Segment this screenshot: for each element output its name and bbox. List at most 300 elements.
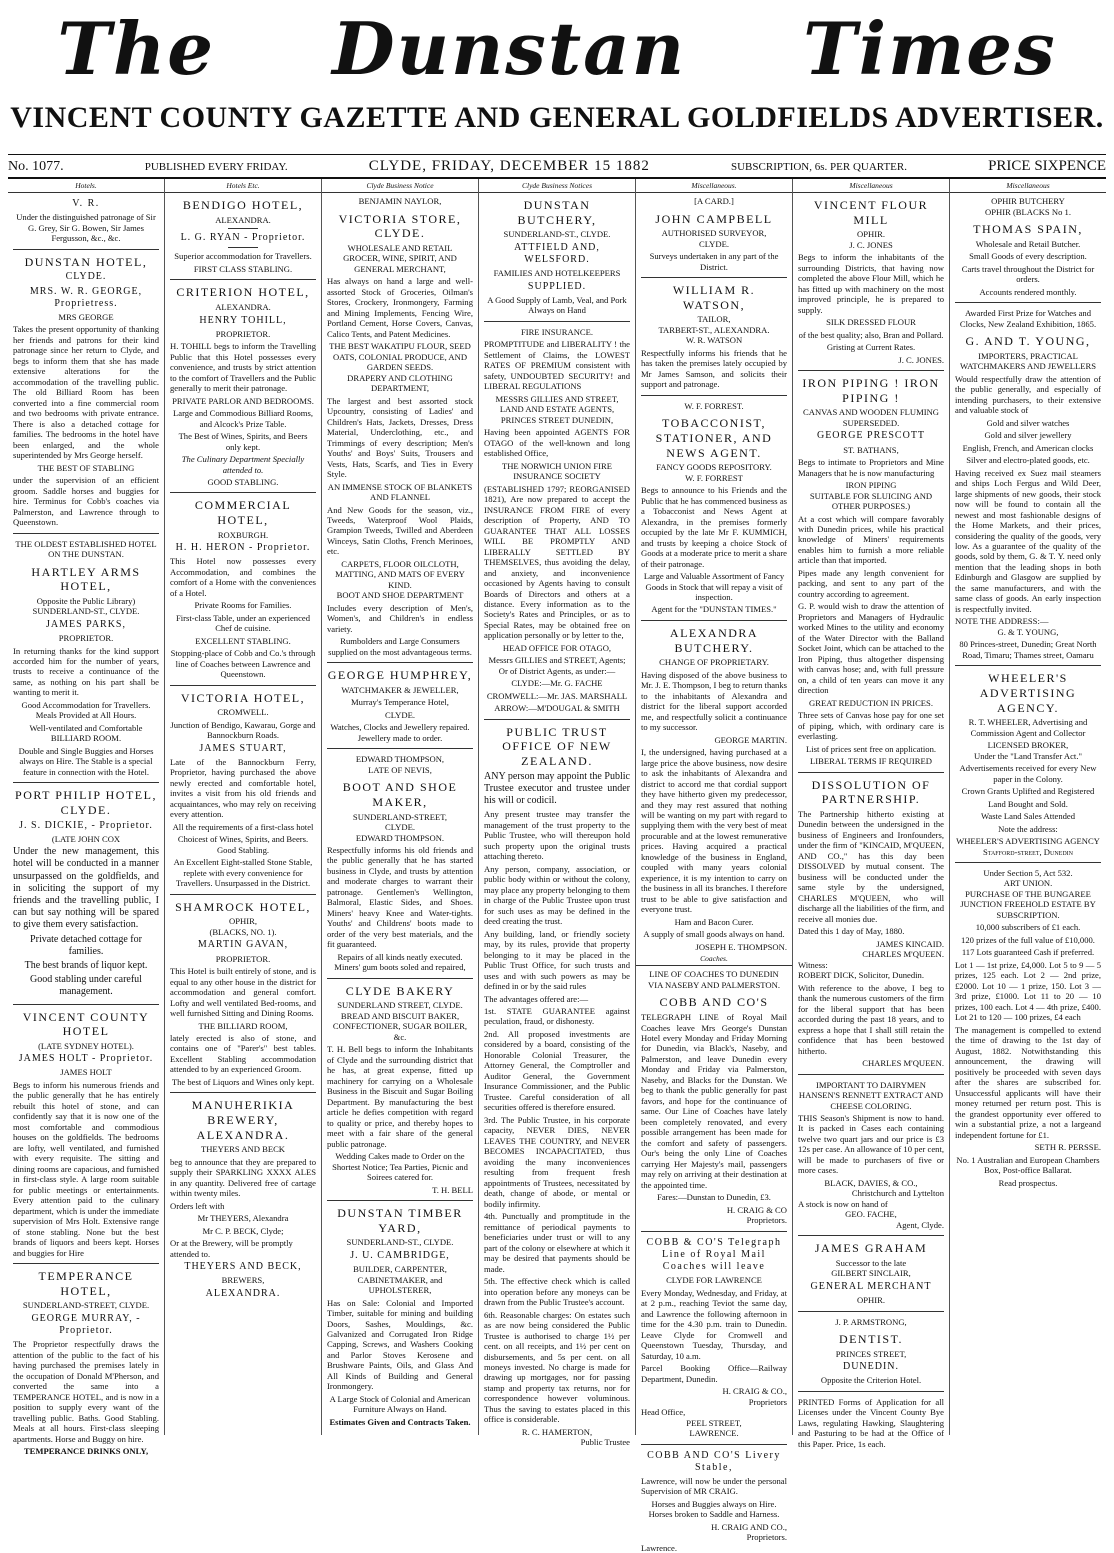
columns: [8, 179, 1106, 1553]
divider: [327, 662, 473, 663]
ad-proprietor: HENRY TOHILL,: [199, 314, 287, 326]
ad-text: (ESTABLISHED 1797; REORGANISED 1821), Are now prepared to accept the INSURANCE FROM FIRE of every description of Property, AND TO GUARANTEE THAT ALL LOSSES WILL BE PROMPTLY AND LIBERALLY SETTLED BY THEMSELVES, thus avoiding the delay, and anxiety, and inconvenience occasioned by Agents having to consult Boards of Directors and others at a distance. Every information as to the Society's Rates and Principles, or as to Special Rates, may be obtained free on application personally or by letter to the,: [484, 483, 630, 641]
column-head: Miscellaneous: [950, 179, 1106, 193]
ad-heading: DUNSTAN TIMBER YARD,: [337, 1206, 463, 1235]
ad-line: DRAPERY AND CLOTHING DEPARTMENT,: [347, 372, 453, 394]
divider: [228, 228, 258, 229]
ad-line: AN IMMENSE STOCK OF BLANKETS AND FLANNEL: [327, 481, 473, 503]
divider: [641, 277, 787, 278]
ad-text: G. P. would wish to draw the attention of Proprietors and Managers of Hydraulic worked Mines to the utility and economy of the Water Director with the Balland Socket Joint, which can be attached to the Iron Piping, thus altogether dispensing with canvas hose; and, with full pressure on, a child of ten years can move it any direction: [798, 601, 944, 696]
column-head: Clyde Business Notices: [479, 179, 635, 193]
ad-line: A supply of small goods always on hand.: [643, 929, 785, 940]
divider: [13, 249, 159, 250]
ad-line: Under Section 5, Act 532.: [983, 868, 1073, 878]
ad-line: Crown Grants Uplifted and Registered: [961, 786, 1095, 797]
column-head: Miscellaneous: [793, 179, 949, 193]
ad-text: Parcel Booking Office—Railway Department, Dunedin.: [641, 1363, 787, 1384]
ad-text: The Proprietor respectfully draws the attention of the public to the fact of his having purchased the premises lately in the occupation of Donald M'Pherson, and converted the same into a TEMPERANCE HOTEL, and is now in a position to supply every want of the travelling public. Baths. Good Stabling. Meals at all hours. First-class sleeping apartments. Horse and Buggy on hire.: [13, 1339, 159, 1444]
ad-line: SUPPLIED.: [527, 280, 587, 292]
ad-heading: VINCENT COUNTY HOTEL: [22, 1009, 150, 1039]
ad-signature: GEORGE MARTIN.: [714, 734, 787, 745]
ad-text: Any present trustee may transfer the management of the trust property to the Public Trustee, who will thereupon hold such property upon the original trusts attaching thereto.: [484, 809, 630, 862]
divider: [170, 685, 316, 686]
divider: [955, 302, 1101, 303]
ad-line: Dated this 1 day of May, 1880.: [798, 926, 905, 937]
ad-text: Respectfully informs his friends that he has taken the premises lately occupied by Mr James Samson, and solicits their support and patronage.: [641, 347, 787, 390]
ad-signature: Proprietors.: [746, 1532, 787, 1543]
ad-heading: ALEXANDRA BUTCHERY.: [669, 625, 759, 655]
ad-text: Includes every description of Men's, Women's, and Children's in endless variety.: [327, 602, 473, 634]
ad-text: Takes the present opportunity of thanking her friends and patrons for their kind patronage since her return to Clyde, and begs to inform them that she has made extensive alterations for the accommodation of the travelling public. The old Billiard Room has been converted into a fine commercial room and two bedrooms with private entrance. There is also a detached cottage for families. The bedrooms in the hotel have been enlarged, and the whole superintended by Mrs George herself.: [13, 324, 159, 461]
ad-line: Opposite the Criterion Hotel.: [820, 1375, 922, 1386]
divider: [641, 395, 787, 396]
ad-signature: Proprietors.: [746, 1215, 787, 1226]
ad-town: ALEXANDRA.: [215, 302, 271, 313]
ad-text: This Hotel is built entirely of stone, and is equal to any other house in the district for accommodation and general comfort. Lofty and well ventilated Bed-rooms, and well furnished Sitting and Dining Rooms.: [170, 966, 316, 1019]
divider: [484, 321, 630, 322]
ad-proprietor: MRS. W. R. GEORGE, Proprietress.: [29, 285, 143, 309]
ad-text: With reference to the above, I beg to thank the numerous customers of the firm for the liberal support that has been accorded during the past 18 years, and to express a hope that I shall still retain the confidence that has been bestowed hitherto.: [798, 982, 944, 1056]
ad-heading: IRON PIPING ! IRON PIPING !: [802, 376, 940, 405]
ad-line: Christchurch and Lyttelton: [851, 1188, 944, 1199]
issue-bar: [8, 155, 1106, 179]
ad-proprietor: H. H. HERON - Proprietor.: [175, 542, 311, 554]
ad-text: Lawrence, will now be under the personal Supervision of MR CRAIG.: [641, 1475, 787, 1497]
ad-line: PURCHASE OF THE BUNGAREE JUNCTION FREEHOLD ESTATE BY SUBSCRIPTION.: [960, 888, 1096, 920]
ad-text: 6th. Reasonable charges: On estates such as are now being considered the Public Trustee is authorised to charge 1½ per cent. on all receipts, and 1½ per cent on disbursements, and 5s per cent. on all moneys invested. No charge is made for drawing up mortgages, nor for passing stamp and property tax returns, nor for correspondence however voluminous. Thus the saving to estates placed in this office is considerable.: [484, 1309, 630, 1425]
ad-line: SILK DRESSED FLOUR: [826, 317, 916, 328]
ad-line: Choicest of Wines, Spirits, and Beers. Good Stabling.: [177, 834, 309, 855]
ad-line: 120 prizes of the full value of £10,000.: [961, 934, 1095, 945]
ad-line: EXCELLENT STABLING.: [195, 635, 291, 646]
ad-proprietor: GEORGE PRESCOTT: [816, 430, 926, 442]
ad-line: Awarded First Prize for Watches and Clocks, New Zealand Exhibition, 1865.: [959, 308, 1097, 329]
divider: [228, 247, 258, 248]
column-5: [636, 179, 793, 1553]
ad-line: Private detached cottage for families.: [30, 933, 142, 957]
ad-line: OPHIR (BLACKS No 1.: [985, 206, 1071, 217]
ad-text: Under the new management, this hotel will be conducted in a manner unsurpassed on the goldfields, and in soliciting the support of my friends and the travelling public, I can but say nothing will be spared to give them every satisfaction.: [13, 846, 159, 931]
ad-line: (LATE JOHN COX: [51, 833, 121, 844]
ad-line: Land Bought and Sold.: [988, 798, 1068, 809]
ad-line: The best brands of liquor kept.: [24, 959, 148, 971]
ad-text: Has always on hand a large and well-assorted Stock of Groceries, Oilman's Stores, Crockery, Ironmongery, Farming and Mining Implements, Fencing Wire, Portland Cement, Horse Covers, Canvas, Calico Tents, and Patent Medicines.: [327, 276, 473, 339]
ad-line: 117 Lots guaranteed Cash if preferred.: [961, 947, 1095, 958]
ad-line: THE BEST OF STABLING: [37, 462, 135, 473]
ad-signature: EDWARD THOMPSON.: [355, 832, 445, 843]
ad-line: English, French, and American clocks: [962, 442, 1094, 453]
ad-line: WHOLESALE AND RETAIL: [347, 242, 453, 253]
ad-line: SUNDERLAND-STREET,: [352, 811, 448, 822]
ad-line: Witness:: [798, 959, 828, 970]
ad-text: Lot 1 — 1st prize, £4,000. Lot 5 to 9 — 5 prizes, 125 each. Lot 2 — 2nd prize, £2000. Lot 10 — 1 prize, 150. Lot 3 — 3rd prize, £1000. Lot 11 to 20 — 10 prizes, 100 each. Lot 4 — 4th prize, £400. Lot 21 to 120 — 100 prizes, £4 each: [955, 959, 1101, 1023]
ad-proprietor: W. F. FORREST.: [684, 400, 744, 411]
ad-line: Stopping-place of Cobb and Co.'s through line of Coaches between Lawrence and Queenstown.: [170, 648, 316, 680]
divider: [798, 772, 944, 773]
divider: [327, 1200, 473, 1201]
ad-text: 5th. The effective check which is called into operation before any moneys can be drawn from the Public Trustee's account.: [484, 1276, 630, 1308]
column-4: [479, 179, 636, 1448]
ad-proprietor: BENJAMIN NAYLOR,: [358, 196, 442, 207]
ad-town: CROMWELL.: [217, 707, 269, 718]
ad-line: Read prospectus.: [998, 1177, 1058, 1188]
ad-heading: IMPORTANT TO DAIRYMEN: [815, 1079, 927, 1090]
ad-proprietor: J. P. ARMSTRONG,: [835, 1316, 907, 1327]
ad-heading: G. AND T. YOUNG,: [965, 334, 1091, 349]
ad-line: ROBERT DICK, Solicitor, Dunedin.: [798, 970, 924, 981]
ad-text: I, the undersigned, having purchased at a large price the above business, now desire to ask the inhabitants of Alexandra and district to accord me that cordial support they have hitherto given my predecessor, and they may rest assured that nothing will be wanting on my part with regard to supplying them with the very best of meat procurable and at the lowest remunerative prices. Having acquired a practical knowledge of the business in England, coupled with many years colonial experience, it is my intention to carry on the business in all its branches. I therefore trust to be able to give satisfaction and everyone trust.: [641, 747, 787, 915]
ad-line: No. 1 Australian and European Chambers Box, Post-office Ballarat.: [956, 1154, 1100, 1176]
ad-line: BUILDER, CARPENTER, CABINETMAKER, and UPHOLSTERER,: [353, 1264, 447, 1296]
ad-line: Superior accommodation for Travellers.: [174, 251, 312, 262]
ad-line: HEAD OFFICE FOR OTAGO,: [502, 642, 612, 653]
ad-line: PRIVATE PARLOR AND BEDROOMS.: [172, 395, 314, 406]
ad-heading: ART UNION.: [1003, 878, 1053, 889]
ad-heading: WHEELER'S ADVERTISING AGENCY.: [979, 671, 1077, 715]
ad-line: SUNDERLAND-ST., CLYDE.: [503, 229, 611, 240]
ad-line: WATCHMAKER & JEWELLER,: [341, 684, 459, 695]
masthead-subtitle: VINCENT COUNTY GAZETTE AND GENERAL GOLDFIELDS ADVERTISER.: [10, 101, 1104, 134]
ad-proprietor: J. C. JONES: [849, 239, 893, 250]
column-7: [950, 179, 1106, 1435]
ad-line: SUNDERLAND-ST., CLYDE.: [346, 1237, 454, 1248]
ad-heading: HARTLEY ARMS HOTEL,: [31, 564, 141, 594]
ad-text: This Hotel now possesses every Accommodation, and combines the comfort of a Home with the conveniences of a Hotel.: [170, 556, 316, 598]
ad-text: Three sets of Canvas hose pay for one set of piping, which, with ordinary care is everlasting.: [798, 710, 944, 742]
divider: [13, 1263, 159, 1264]
ad-heading: CLYDE BAKERY: [345, 983, 455, 998]
ad-town: CLYDE.: [699, 238, 729, 249]
ad-proprietor: THEYERS AND BECK: [200, 1144, 286, 1155]
ad-line: A Large Stock of Colonial and American Furniture Always on Hand.: [329, 1393, 471, 1415]
ad-line: Gold and silver watches: [986, 417, 1070, 428]
divider: [641, 1231, 787, 1232]
ad-text: The management is compelled to extend the time of drawing to the 1st day of August, 1882. Notwithstanding this announcement, the drawing will positively be proceeded with seven days after the shares are subscribed for. Unsuccessful applicants will have their money returned per return post. This is the grandest opportunity ever offered to win a substantial prize, a not a largeand independent fortune for £1.: [955, 1024, 1101, 1140]
ad-line: Advertisements received for every New paper in the Colony.: [959, 763, 1097, 784]
ad-line: Mr C. P. BECK, Clyde;: [202, 1225, 284, 1236]
ad-line: Rumbolders and Large Consumers supplied on the most advantageous terms.: [328, 636, 472, 657]
ad-text: The Partnership hitherto existing at Dunedin between the undersigned in the business of Engineers and Ironfounders, under the firm of "KINCAID, M'QUEEN, AND CO.," has this day been DISSOLVED by mutual consent. The business will be conducted under the same style by the undersigned, CHARLES M'QUEEN, who will discharge all the liabilities of the firm, and receive all monies due.: [798, 808, 944, 924]
ad-signature: Proprietors: [748, 1396, 787, 1407]
ad-signature: JOSEPH E. THOMPSON.: [695, 941, 787, 952]
ad-line: of the best quality; also, Bran and Pollard.: [798, 329, 944, 340]
ad-line: The best of Liquors and Wines only kept.: [171, 1076, 315, 1087]
ad-line: CLYDE.: [385, 709, 415, 720]
divider: [170, 894, 316, 895]
ad-line: Junction of Bendigo, Kawarau, Gorge and Bannockburn Roads.: [170, 719, 316, 741]
ad-heading: DENTIST.: [838, 1332, 904, 1347]
ad-line: GREAT REDUCTION IN PRICES.: [809, 697, 933, 708]
ad-line: BOOT AND SHOE DEPARTMENT: [336, 590, 464, 601]
ad-line: IMPORTERS, PRACTICAL WATCHMAKERS AND JEWELLERS: [959, 350, 1097, 372]
ad-line: All the requirements of a first-class hotel: [172, 821, 314, 832]
ad-line: TARBERT-ST., ALEXANDRA.: [658, 324, 770, 335]
ad-line: List of prices sent free on application.: [805, 743, 937, 754]
ad-town: CLYDE.: [385, 822, 415, 833]
ad-text: 4th. Punctually and promptitude in the remittance of periodical payments to beneficiaries under trust or will to any part of the colony or elsewhere at which it may be desired that payments should be made.: [484, 1211, 630, 1274]
masthead-title: The Dunstan Times: [57, 6, 1057, 91]
ad-line: IRON PIPING: [845, 480, 897, 491]
ad-heading: V. R.: [72, 198, 100, 210]
ad-heading: DISSOLUTION OF PARTNERSHIP.: [811, 777, 931, 807]
ad-line: FAMILIES AND HOTELKEEPERS: [493, 268, 621, 279]
ad-line: LICENSED BROKER,: [987, 740, 1069, 751]
ad-heading: BENDIGO HOTEL,: [182, 198, 304, 213]
ad-heading: CRITERION HOTEL,: [176, 285, 310, 300]
ad-text: Begs to announce to his Friends and the Public that he has commenced business as a Tobacconist and News Agent at Alexandra, in the premises formerly occupied by the late Mr F. KUMMICH, and trusts by keeping a choice Stock of Goods at a moderate price to merit a share of their patronage.: [641, 485, 787, 569]
ad-line: Well-ventilated and Comfortable BILLIARD ROOM.: [29, 722, 143, 744]
ad-line: TEMPERANCE DRINKS ONLY,: [23, 1446, 149, 1457]
divider: [641, 1444, 787, 1445]
ad-line: GILBERT SINCLAIR,: [831, 1268, 911, 1279]
ad-heading: PORT PHILIP HOTEL, CLYDE.: [15, 788, 157, 817]
ad-line: Head Office,: [641, 1407, 686, 1418]
ad-line: FIRST CLASS STABLING.: [193, 263, 293, 274]
ad-line: NOTE THE ADDRESS:—: [955, 616, 1049, 627]
ad-heading: COBB AND CO'S Livery Stable,: [647, 1449, 781, 1473]
ad-proprietor: L. G. RYAN - Proprietor.: [180, 232, 306, 244]
ad-town: OPHIR,: [229, 916, 257, 927]
ad-heading: THOMAS SPAIN,: [973, 222, 1083, 237]
divider: [170, 279, 316, 280]
ad-heading: VICTORIA STORE, CLYDE.: [338, 211, 462, 241]
divider: [641, 620, 787, 621]
ad-line: Agent for the "DUNSTAN TIMES.": [651, 604, 777, 615]
divider: [327, 978, 473, 979]
ad-text: Surveys undertaken in any part of the District.: [649, 251, 779, 272]
ad-line: CARPETS, FLOOR OILCLOTH, MATTING, AND MATS OF EVERY KIND.: [335, 558, 465, 590]
ad-text: Every Monday, Wednesday, and Friday, at at 2 p.m., reaching Teviot the same day, and Lawrence the following afternoon in time for the 4.30 p.m. train to Dunedin. Leave Clyde for Cromwell and Queenstown Tuesday, Thursday, and Saturday, 10 a.m.: [641, 1287, 787, 1361]
ad-text: Having disposed of the above business to Mr. J. E. Thompson, I beg to return thanks to the inhabitants of Alexandra and district for the liberal support accorded me, and respectfully solicit a continuance to my successor.: [641, 669, 787, 733]
ad-line: Messrs GILLIES and STREET, Agents; Or of District Agents, as under:—: [488, 655, 626, 676]
ad-line: Small Goods of every description.: [969, 251, 1087, 262]
ad-heading: GEORGE HUMPHREY,: [327, 668, 473, 683]
ad-line: WHEELER'S ADVERTISING AGENCY Stafford-street, Dunedin: [956, 836, 1100, 857]
ad-line: Carts travel throughout the District for orders.: [961, 263, 1095, 285]
ad-text: Begs to intimate to Proprietors and Mine Managers that he is now manufacturing: [798, 457, 944, 478]
ad-line: CANVAS AND WOODEN FLUMING SUPERSEDED.: [803, 407, 939, 428]
ad-text: beg to announce that they are prepared to supply their SPARKLING XXXX ALES in any quantity. Delivered free of cartage within twenty miles.: [170, 1156, 316, 1199]
ad-line: Accounts rendered monthly.: [979, 286, 1077, 297]
ad-signature: JAMES HOLT: [60, 1067, 112, 1078]
ad-proprietor: JAMES STUART,: [199, 742, 287, 754]
ad-text: ANY person may appoint the Public Trustee executor and trustee under his will or codicil.: [484, 770, 630, 807]
ad-line: Double and Single Buggies and Horses always on Hire. The Stable is a special feature in connection with the Hotel.: [18, 745, 154, 777]
ad-line: Repairs of all kinds neatly executed. Miners' gum boots soled and repaired,: [334, 951, 466, 973]
ad-proprietor: J. S. DICKIE, - Proprietor.: [19, 819, 153, 831]
ad-line: LINE OF COACHES TO DUNEDIN VIA NASEBY AND PALMERSTON.: [648, 969, 780, 990]
ad-text: H. TOHILL begs to inform the Travelling Public that this Hotel possesses every convenience, and trusts by strict attention to the comfort of Travellers and the Public generally to merit their patronage.: [170, 341, 316, 394]
ad-heading: TOBACCONIST, STATIONER, AND NEWS AGENT.: [655, 416, 773, 460]
ad-line: Horses and Buggies always on Hire. Horses broken to Saddle and Harness.: [648, 1498, 780, 1520]
ad-line: Mr THEYERS, Alexandra: [197, 1213, 289, 1224]
ad-text: 3rd. The Public Trustee, in his corporate capacity, NEVER DIES, NEVER LEAVES THE COUNTRY, and NEVER BECOMES INCAPACITATED, thus avoiding the many inconveniences resulting from frequent fresh appointments of Trustees, necessitated by death, change of abode, or mental or bodily infirmity.: [484, 1114, 630, 1209]
column-head: Clyde Business Notice: [322, 179, 478, 193]
column-6: [793, 179, 950, 1449]
divider: [798, 1235, 944, 1236]
ad-line: HANSEN'S RENNETT EXTRACT AND CHEESE COLORING.: [798, 1090, 944, 1111]
ad-line: Large and Valuable Assortment of Fancy Goods in Stock that will repay a visit of inspection.: [643, 571, 785, 602]
ad-proprietor: J. U. CAMBRIDGE,: [350, 1249, 450, 1261]
ad-line: A stock is now on hand of: [798, 1198, 888, 1209]
divider: [798, 1391, 944, 1392]
ad-heading: VINCENT FLOUR MILL: [813, 198, 929, 227]
divider: [170, 1092, 316, 1093]
ad-line: Good stabling under careful management.: [30, 974, 142, 998]
issue-price: PRICE SIXPENCE: [988, 158, 1106, 174]
ad-text: Any building, land, or friendly society may, by its rules, provide that property belonging to it may be placed in the Public Trust Office, for such trusts and uses and with such powers as may be defined in or by the said rules: [484, 928, 630, 992]
ad-town: DUNEDIN.: [842, 1361, 900, 1373]
ad-line: Wholesale and Retail Butcher.: [975, 238, 1081, 249]
ad-line: Successor to the late: [835, 1257, 907, 1268]
ad-heading: BOOT AND SHOE MAKER,: [342, 780, 458, 809]
ad-heading: JOHN CAMPBELL: [655, 211, 773, 226]
column-head: Miscellaneous.: [636, 179, 792, 193]
ad-heading: OPHIR BUTCHERY: [991, 196, 1065, 207]
ad-line: The advantages offered are:—: [484, 993, 589, 1004]
ad-line: 10,000 subscribers of £1 each.: [975, 922, 1081, 933]
ad-line: SUITABLE FOR SLUICING AND OTHER PURPOSES.): [809, 490, 933, 512]
ad-text: PRINTED Forms of Application for all Licenses under the Vincent County Bye Laws, regulating Hawking, Slaughtering and Pasturing to be had at the Office of this Paper. Price, 1s each.: [798, 1396, 944, 1449]
ad-line: Good Accommodation for Travellers. Meals Provided at All Hours.: [21, 699, 151, 721]
issue-dateline: CLYDE, FRIDAY, DECEMBER 15 1882: [368, 158, 650, 174]
ad-line: Waste Land Sales Attended: [980, 811, 1076, 822]
ad-text: The largest and best assorted stock Upcountry, consisting of Ladies' and Children's Hats, Jackets, Dresses, Dress Material, Underclothing, etc., and Trimmings of every description; Men's Youths' and Boys' Suits, Trousers and Vests, Hats, Scarfs, and Ties in Every Style.: [327, 395, 473, 480]
ad-line: SUNDERLAND-STREET, CLYDE.: [22, 1300, 150, 1311]
ad-line: Gristing at Current Rates.: [826, 342, 916, 353]
ad-line: Note the address:: [998, 823, 1058, 834]
ad-text: In returning thanks for the kind support accorded him for the number of years, trusts to receive a continuance of the same, as nothing on his part shall be wanting to merit it.: [13, 645, 159, 698]
ad-text: Pipes made any length convenient for packing, and sent to any part of the country according to agreement.: [798, 567, 944, 599]
ad-signature: CHARLES M'QUEEN.: [862, 949, 944, 960]
ad-town: CLYDE.: [65, 271, 107, 283]
section-head: Coaches.: [636, 952, 792, 966]
ad-signature: J. C. JONES.: [898, 354, 944, 365]
ad-line: Fares:—Dunstan to Dunedin, £3.: [657, 1192, 771, 1203]
ad-signature: H. CRAIG AND CO.,: [711, 1521, 787, 1532]
ad-line: AUTHORISED SURVEYOR,: [661, 228, 767, 239]
ad-line: GROCER, WINE, SPIRIT, AND GENERAL MERCHANT,: [343, 253, 457, 274]
ad-signature: JAMES KINCAID.: [876, 938, 944, 949]
ad-text: lately erected is also of stone, and contains one of "Parer's" best tables. Excellent Stabling accommodation attended to by an experienced Groom.: [170, 1032, 316, 1075]
ad-line: CHANGE OF PROPRIETARY.: [659, 657, 769, 668]
ad-proprietor: GEORGE MURRAY, - Proprietor.: [31, 1312, 141, 1337]
ad-line: Private Rooms for Families.: [194, 600, 292, 611]
ad-line: Orders left with: [170, 1200, 225, 1211]
ad-line: TAILOR,: [697, 314, 731, 325]
issue-number: No. 1077.: [8, 159, 64, 174]
ad-line: THE NORWICH UNION FIRE INSURANCE SOCIETY: [501, 460, 613, 482]
ad-line: R. T. WHEELER, Advertising and Commission Agent and Collector: [968, 717, 1088, 738]
ad-signature: W. F. FORREST: [685, 472, 743, 483]
ad-text: under the supervision of an efficient groom. Saddle horses and buggies for hire. Terminus for Cobb's coaches via Palmerston, and Lawrence through to Queenstown.: [13, 475, 159, 528]
ad-line: The Culinary Department Specially attended to.: [181, 454, 305, 475]
ad-line: CROMWELL:—Mr. JAS. MARSHALL: [486, 690, 628, 701]
ad-heading: TEMPERANCE HOTEL,: [38, 1269, 134, 1298]
ad-line: LAWRENCE.: [689, 1428, 739, 1439]
ad-text: 1st. STATE GUARANTEE against peculation, fraud, or dishonesty.: [484, 1006, 630, 1027]
ad-heading: SHAMROCK HOTEL,: [175, 899, 311, 914]
ad-text: Late of the Bannockburn Ferry, Proprietor, having purchased the above newly erected and comfortable hotel, invites a visit from his old friends and acquaintances, who may rely on receiving every attention.: [170, 757, 316, 820]
ad-signature: R. C. HAMERTON,: [521, 1426, 593, 1437]
ad-signature: THEYERS AND BECK,: [184, 1261, 302, 1273]
ad-line: Silver and electro-plated goods, etc.: [966, 455, 1090, 466]
divider: [955, 665, 1101, 666]
ad-signature: GEO. FACHE,: [845, 1209, 897, 1220]
ad-text: And New Goods for the season, viz., Tweeds, Waterproof Wool Plaids, Grampion Tweeds, Twilled and Aberdeen Winceys, Satin Cloths, French Merinoes, etc.: [327, 504, 473, 557]
ad-town: ROXBURGH.: [217, 529, 269, 540]
ad-line: (LATE SYDNEY HOTEL).: [38, 1040, 134, 1051]
ad-signature: W. R. WATSON: [685, 335, 743, 346]
ad-text: Having received ex Suez mail steamers and ships Loch Fergus and Wild Deer, large shipments of new goods, their stock now will be found to contain all the newest and most fashionable designs of the Home Markets, and their prices, considering the quality of the goods, very low. As a guarantee of the quality of the goods, sold by them, G. & T. Y. need only mention that the leading shops in both Edinburgh and Glasgow are supplied by the same manufacturers, and with the same class of goods. An early inspection is respectfully invited.: [955, 467, 1101, 614]
ad-heading: MANUHERIKIA BREWERY, ALEXANDRA.: [191, 1098, 295, 1142]
ad-line: Or at the Brewery, will be promptly attended to.: [170, 1238, 293, 1259]
ad-text: Would respectfully draw the attention of the public generally, and especially of intending purchasers, to their extensive and valuable stock of: [955, 373, 1101, 416]
divider: [798, 1074, 944, 1075]
ad-line: Murray's Temperance Hotel,: [351, 697, 449, 708]
ad-line: Estimates Given and Contracts Taken.: [329, 1416, 471, 1427]
divider: [170, 492, 316, 493]
ad-signature: SETH R. PERSSE.: [1034, 1142, 1101, 1153]
ad-town: OPHIR.: [857, 229, 885, 240]
ad-line: CLYDE FOR LAWRENCE: [666, 1275, 762, 1286]
ad-signature: T. H. BELL: [432, 1184, 473, 1195]
ad-heading: JAMES GRAHAM: [814, 1241, 928, 1256]
divider: [13, 1004, 159, 1005]
ad-line: MESSRS GILLIES AND STREET, LAND AND ESTATE AGENTS, PRINCES STREET DUNEDIN,: [495, 393, 619, 425]
ad-town: ST. BATHANS,: [843, 444, 899, 455]
ad-text: Under the distinguished patronage of Sir G. Grey, Sir G. Bowen, Sir James Fergusson, &c., &c.: [16, 212, 156, 244]
divider: [13, 782, 159, 783]
ad-line: BREAD AND BISCUIT BAKER, CONFECTIONER, SUGAR BOILER, &c.: [332, 1010, 468, 1042]
ad-line: Large and Commodious Billiard Rooms, and Alcock's Prize Table.: [173, 408, 313, 429]
ad-heading: FIRE INSURANCE.: [520, 326, 594, 337]
ad-town: ALEXANDRA.: [215, 214, 271, 225]
ad-text: T. H. Bell begs to inform the Inhabitants of Clyde and the surrounding district that he has, at great expense, fitted up machinery for carrying on a Wholesale Business in the Biscuit and Sugar Boiling Department. By manufacturing the best article he defies competition with regard to quality or price, and thereby hopes to meet with a fair share of the general public patronage.: [327, 1044, 473, 1149]
ad-proprietor: MARTIN GAVAN,: [197, 939, 289, 951]
ad-signature: CHARLES M'QUEEN.: [862, 1058, 944, 1069]
column-2: [165, 179, 322, 1435]
ad-signature: H. CRAIG & CO.,: [722, 1386, 787, 1397]
ad-heading: VICTORIA HOTEL,: [180, 690, 306, 705]
column-3: [322, 179, 479, 1435]
ad-line: ARROW:—M'DOUGAL & SMITH: [494, 703, 620, 714]
ad-proprietor: JAMES HOLT - Proprietor.: [18, 1053, 154, 1065]
issue-published: PUBLISHED EVERY FRIDAY.: [144, 161, 288, 173]
ad-line: THE OLDEST ESTABLISHED HOTEL ON THE DUNSTAN.: [15, 538, 157, 560]
ad-heading: COBB & CO'S Telegraph Line of Royal Mail Coaches will leave: [646, 1236, 782, 1273]
ad-signature: ALEXANDRA.: [205, 1287, 281, 1299]
ad-line: THE BILLIARD ROOM,: [198, 1020, 288, 1031]
ad-line: Ham and Bacon Curer.: [674, 916, 754, 927]
divider: [13, 533, 159, 534]
ad-line: PROPRIETOR.: [58, 633, 114, 644]
ad-text: Respectfully informs his old friends and the public generally that he has started business in Clyde, and trusts by attention and moderate charges to warrant their patronage. Gentlemen's Wellington, Balmoral, Elastic Sides, and Shoes. Miners' heavy Knee and Water-tights. Youths' and Childrens' boots made to order of the very best materials, and the fit guaranteed.: [327, 845, 473, 950]
ad-line: LATE OF NEVIS,: [368, 764, 432, 775]
ad-line: First-class Table, under an experienced Chef de cuisine.: [175, 612, 311, 634]
ad-text: PROMPTITUDE and LIBERALITY ! the Settlement of Claims, the LOWEST RATES OF PREMIUM consistent with safety, UNDOUBTED SECURITY! and LIBERAL REGULATIONS: [484, 339, 630, 392]
ad-line: The Best of Wines, Spirits, and Beers only kept.: [178, 431, 308, 452]
ad-line: An Excellent Eight-stalled Stone Stable, replete with every convenience for Travellers. Unsurpassed in the District.: [173, 857, 313, 889]
ad-line: PRINCES STREET,: [835, 1348, 907, 1359]
issue-subscription: SUBSCRIPTION, 6s. PER QUARTER.: [731, 161, 907, 173]
ad-line: SUNDERLAND STREET, CLYDE.: [337, 1000, 463, 1011]
ad-line: Opposite the Public Library) SUNDERLAND-ST., CLYDE.: [32, 595, 140, 617]
ad-line: A Good Supply of Lamb, Veal, and Pork Always on Hand: [487, 294, 627, 316]
ad-text: 2nd. All proposed investments are considered by a board, consisting of the Honorable Colonial Treasurer, the Attorney General, the Comptroller and Auditor General, the Government Insurance Commissioner, and the Public Trustee. Careful consideration of all securities offered is therefore ensured.: [484, 1028, 630, 1113]
ad-line: Wedding Cakes made to Order on the Shortest Notice; Tea Parties, Picnic and Soirees catered for.: [332, 1151, 468, 1183]
ad-line: 80 Princes-street, Dunedin; Great North Road, Timaru; Thames street, Oamaru: [959, 639, 1097, 660]
